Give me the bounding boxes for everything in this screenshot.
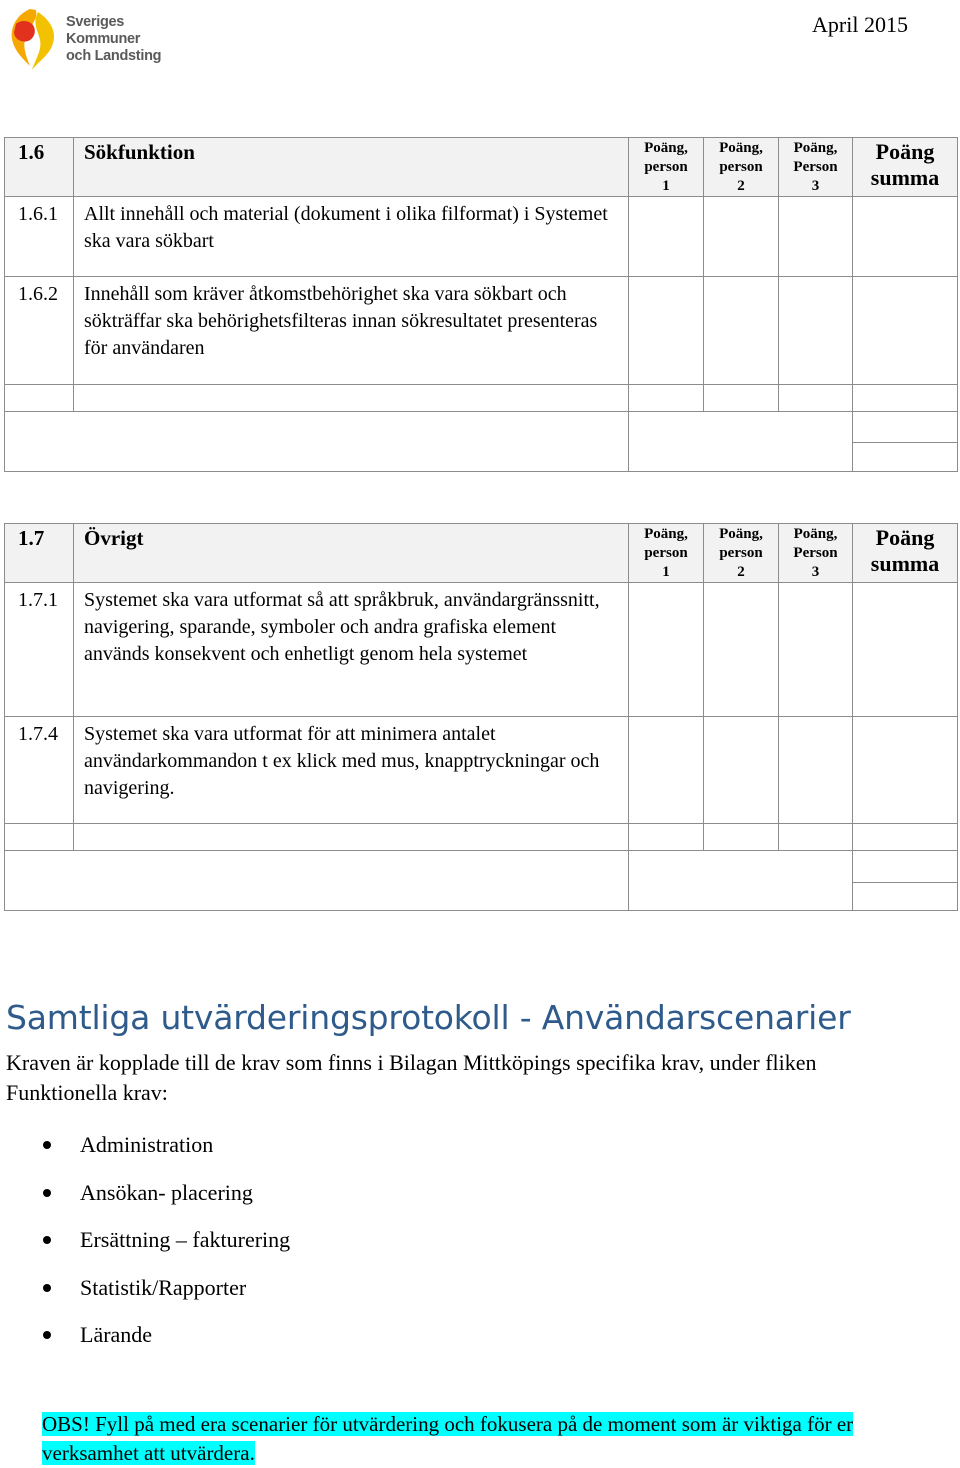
total-row bbox=[5, 851, 958, 911]
requirement-row bbox=[5, 277, 958, 385]
score-header-text: 3 bbox=[811, 178, 820, 194]
total-sum-split bbox=[853, 851, 957, 910]
score-cell-person-3[interactable] bbox=[779, 583, 853, 717]
empty-row bbox=[5, 385, 958, 412]
score-header-sum bbox=[853, 138, 958, 197]
obs-note-text: OBS! Fyll på med era scenarier för utvärdering och fokusera på de moment som är viktiga för er verksamhet att utvärdera. bbox=[42, 1412, 854, 1465]
list-item-text: Ersättning – fakturering bbox=[80, 1227, 291, 1252]
score-header-text: 1 bbox=[662, 178, 670, 194]
score-header-person-2 bbox=[704, 524, 779, 583]
score-header-text: person bbox=[719, 159, 763, 175]
score-header-person-1 bbox=[629, 524, 704, 583]
score-cell-person-2[interactable] bbox=[704, 717, 779, 824]
score-header-text: 1 bbox=[662, 564, 670, 580]
list-item bbox=[0, 1130, 290, 1178]
bullet-icon bbox=[43, 1189, 51, 1197]
list-item bbox=[0, 1178, 290, 1226]
bullet-icon bbox=[43, 1331, 51, 1339]
score-header-text: 2 bbox=[737, 178, 745, 194]
requirements-table-ovrigt bbox=[4, 523, 958, 911]
score-header-sum bbox=[853, 524, 958, 583]
score-cell-person-1[interactable] bbox=[629, 717, 704, 824]
obs-note bbox=[42, 1410, 947, 1468]
total-empty-cell bbox=[629, 851, 853, 911]
requirement-number: 1.6.1 bbox=[5, 197, 74, 277]
score-header-text: Poäng, bbox=[719, 526, 763, 542]
total-row bbox=[5, 412, 958, 472]
score-header-text: Poäng, bbox=[793, 526, 838, 542]
score-cell-person-2[interactable] bbox=[704, 277, 779, 385]
empty-cell bbox=[704, 385, 779, 412]
requirement-number: 1.6.2 bbox=[5, 277, 74, 385]
section-number: 1.7 bbox=[5, 524, 74, 583]
score-cell-sum[interactable] bbox=[853, 277, 958, 385]
score-header-text: person bbox=[644, 159, 688, 175]
total-label-cell bbox=[5, 851, 629, 911]
bullet-icon bbox=[43, 1141, 51, 1149]
requirement-text: Innehåll som kräver åtkomstbehörighet ska vara sökbart och sökträffar ska behörighetsfilteras innan sökresultatet presenteras för användaren bbox=[74, 277, 629, 385]
score-cell-person-1[interactable] bbox=[629, 583, 704, 717]
sum-cell-lower[interactable] bbox=[853, 882, 957, 910]
list-item bbox=[0, 1225, 290, 1273]
bullet-icon bbox=[43, 1236, 51, 1244]
logo-line-1: Sveriges bbox=[66, 14, 125, 30]
empty-cell bbox=[629, 824, 704, 851]
empty-cell bbox=[74, 824, 629, 851]
scenarios-intro: Kraven är kopplade till de krav som finns i Bilagan Mittköpings specifika krav, under fliken Funktionella krav: bbox=[6, 1050, 817, 1105]
score-header-text: Poäng, bbox=[719, 140, 763, 156]
empty-cell bbox=[853, 385, 958, 412]
list-item bbox=[0, 1320, 290, 1368]
score-cell-sum[interactable] bbox=[853, 583, 958, 717]
list-item bbox=[0, 1273, 290, 1321]
section-header-row bbox=[5, 524, 958, 583]
empty-row bbox=[5, 824, 958, 851]
score-header-person-1 bbox=[629, 138, 704, 197]
requirement-number: 1.7.4 bbox=[5, 717, 74, 824]
sum-cell-upper[interactable] bbox=[853, 851, 957, 882]
section-title: Sökfunktion bbox=[74, 138, 629, 197]
score-header-text: summa bbox=[870, 165, 940, 190]
empty-cell bbox=[5, 824, 74, 851]
requirement-text: Systemet ska vara utformat så att språkbruk, användargränssnitt, navigering, sparande, symboler och andra grafiska element används konsekvent och enhetligt genom hela systemet bbox=[74, 583, 629, 717]
score-header-text: Poäng, bbox=[644, 140, 688, 156]
score-header-text: Poäng, bbox=[644, 526, 688, 542]
score-cell-person-1[interactable] bbox=[629, 277, 704, 385]
score-header-text: Poäng bbox=[875, 525, 935, 550]
bullet-icon bbox=[43, 1284, 51, 1292]
empty-cell bbox=[779, 385, 853, 412]
section-header-row bbox=[5, 138, 958, 197]
list-item-text: Ansökan- placering bbox=[80, 1179, 253, 1205]
empty-cell bbox=[5, 385, 74, 412]
requirement-row bbox=[5, 717, 958, 824]
requirement-text: Systemet ska vara utformat för att minimera antalet användarkommandon t ex klick med mus, knapptryckningar och navigering. bbox=[74, 717, 629, 824]
empty-cell bbox=[74, 385, 629, 412]
total-empty-cell bbox=[629, 412, 853, 472]
requirement-row bbox=[5, 197, 958, 277]
score-header-text: 3 bbox=[811, 564, 820, 580]
score-cell-person-2[interactable] bbox=[704, 583, 779, 717]
section-title: Övrigt bbox=[74, 524, 629, 583]
skl-flame-icon bbox=[8, 6, 64, 72]
logo-line-3: och Landsting bbox=[66, 48, 162, 64]
score-cell-person-1[interactable] bbox=[629, 197, 704, 277]
score-header-text: summa bbox=[870, 551, 940, 576]
score-cell-sum[interactable] bbox=[853, 717, 958, 824]
score-header-text: Poäng bbox=[875, 139, 935, 164]
empty-cell bbox=[629, 385, 704, 412]
score-cell-person-3[interactable] bbox=[779, 717, 853, 824]
total-sum-cells bbox=[853, 412, 958, 472]
sum-cell-lower[interactable] bbox=[853, 442, 957, 471]
section-number: 1.6 bbox=[5, 138, 74, 197]
total-label-cell bbox=[5, 412, 629, 472]
skl-logo bbox=[8, 6, 168, 72]
document-date: April 2015 bbox=[812, 12, 908, 37]
logo-line-2: Kommuner bbox=[66, 31, 141, 47]
score-header-text: 2 bbox=[737, 564, 745, 580]
score-cell-person-3[interactable] bbox=[779, 197, 853, 277]
empty-cell bbox=[779, 824, 853, 851]
requirement-text: Allt innehåll och material (dokument i olika filformat) i Systemet ska vara sökbart bbox=[74, 197, 629, 277]
score-cell-person-3[interactable] bbox=[779, 277, 853, 385]
requirements-table-sokfunktion bbox=[4, 137, 958, 472]
sum-cell-upper[interactable] bbox=[853, 412, 957, 442]
score-cell-sum[interactable] bbox=[853, 197, 958, 277]
score-header-person-2 bbox=[704, 138, 779, 197]
empty-cell bbox=[853, 824, 958, 851]
total-sum-cells bbox=[853, 851, 958, 911]
requirement-row bbox=[5, 583, 958, 717]
score-header-text: Person bbox=[793, 159, 838, 175]
empty-cell bbox=[704, 824, 779, 851]
scenario-list bbox=[0, 1130, 290, 1368]
score-header-text: person bbox=[644, 545, 688, 561]
total-sum-split bbox=[853, 412, 957, 471]
score-header-text: person bbox=[719, 545, 763, 561]
score-cell-person-2[interactable] bbox=[704, 197, 779, 277]
scenarios-heading: Samtliga utvärderingsprotokoll - Användarscenarier bbox=[6, 998, 851, 1037]
list-item-text: Lärande bbox=[80, 1322, 153, 1347]
score-header-text: Person bbox=[793, 545, 838, 561]
list-item-text: Administration bbox=[80, 1132, 214, 1157]
score-header-person-3 bbox=[779, 138, 853, 197]
requirement-number: 1.7.1 bbox=[5, 583, 74, 717]
list-item-text: Statistik/Rapporter bbox=[80, 1274, 247, 1300]
score-header-person-3 bbox=[779, 524, 853, 583]
score-header-text: Poäng, bbox=[793, 140, 838, 156]
